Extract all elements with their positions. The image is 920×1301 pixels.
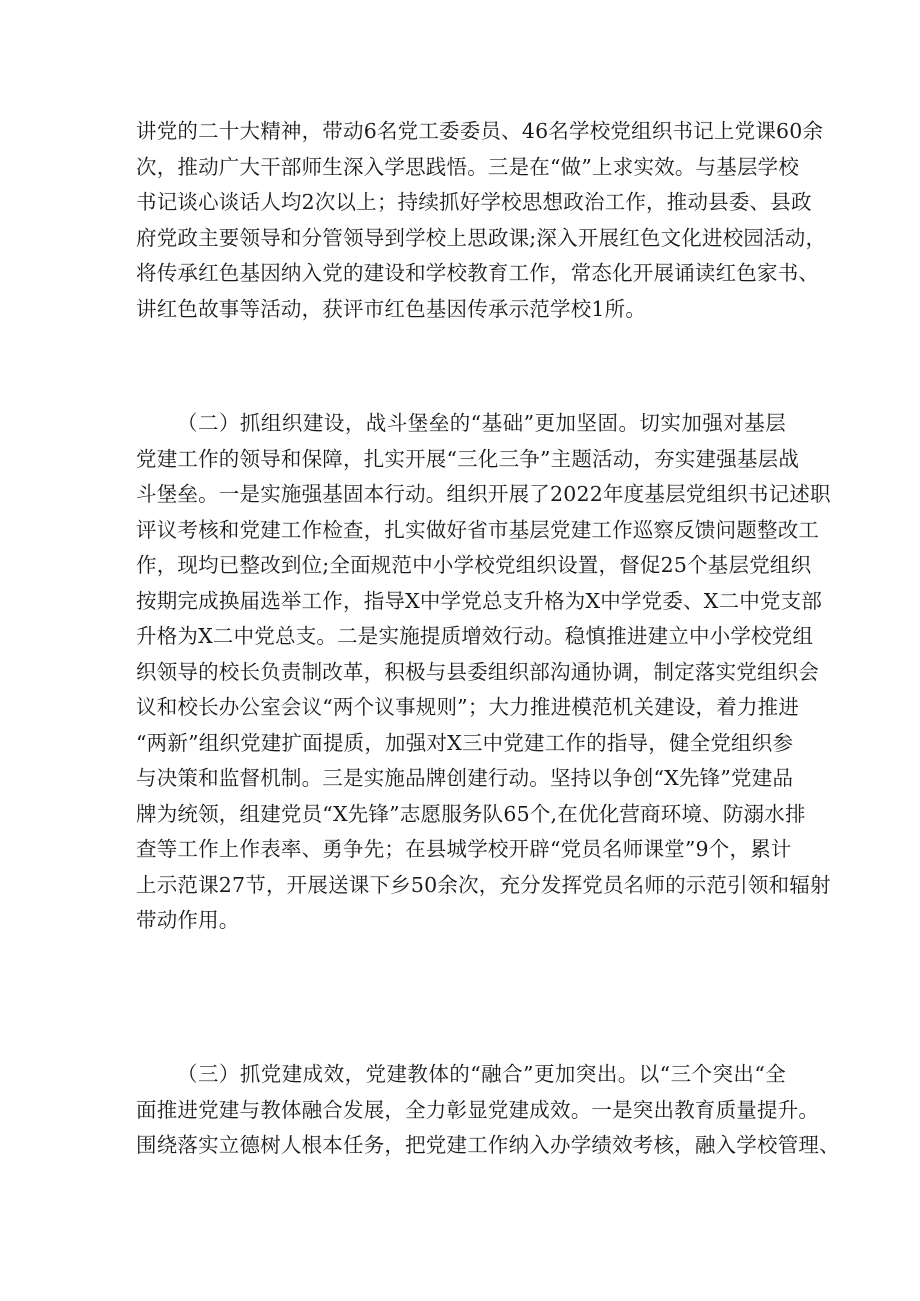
text-line: 府党政主要领导和分管领导到学校上思政课;深入开展红色文化进校园活动， [136,225,827,250]
text-line: 次，推动广大干部师生深入学思践悟。三是在“做”上求实效。与基层学校 [136,154,800,179]
text-line: 将传承红色基因纳入党的建设和学校教育工作，常态化开展诵读红色家书、 [136,261,820,285]
text-line: 议和校长办公室会议“两个议事规则”；大力推进模范机关建设，着力推进 [136,695,800,719]
section-heading-line: （三）抓党建成效，党建教体的“融合”更加突出。以“三个突出“全 [177,1062,786,1086]
text-line: 按期完成换届选举工作，指导X中学党总支升格为X中学党委、X二中党支部 [136,588,823,613]
text-line: 作，现均已整改到位;全面规范中小学校党组织设置，督促25个基层党组织 [136,553,812,577]
text-line: 查等工作上作表率、勇争先；在县城学校开辟“党员名师课堂”9个，累计 [136,837,792,861]
text-line: 讲党的二十大精神，带动6名党工委委员、46名学校党组织书记上党课60余 [136,119,824,143]
text-line: 讲红色故事等活动，获评市红色基因传承示范学校1所。 [136,296,647,321]
section-heading-line: （二）抓组织建设，战斗堡垒的“基础”更加坚固。切实加强对基层 [177,411,786,435]
text-line: 面推进党建与教体融合发展，全力彰显党建成效。一是突出教育质量提升。 [136,1097,820,1122]
text-line: 与决策和监督机制。三是实施品牌创建行动。坚持以争创“X先锋”党建品 [136,766,794,790]
text-line: “两新”组织党建扩面提质，加强对X三中党建工作的指导，健全党组织参 [136,730,794,755]
text-line: 斗堡垒。一是实施强基固本行动。组织开展了2022年度基层党组织书记述职 [136,482,831,506]
text-line: 牌为统领，组建党员“X先锋”志愿服务队65个,在优化营商环境、防溺水排 [136,801,806,826]
text-line: 评议考核和党建工作检查，扎实做好省市基层党建工作巡察反馈问题整改工 [136,517,820,542]
text-line: 带动作用。 [136,908,240,932]
paragraph-party-education [136,114,827,327]
paragraph-party-effectiveness [136,1057,840,1164]
text-line: 党建工作的领导和保障，扎实开展“三化三争”主题活动，夯实建强基层战 [136,446,800,471]
text-line: 书记谈心谈话人均2次以上；持续抓好学校思想政治工作，推动县委、县政 [136,190,812,214]
text-line: 围绕落实立德树人根本任务，把党建工作纳入办学绩效考核，融入学校管理、 [136,1133,840,1157]
paragraph-organization-building [136,406,831,939]
text-line: 上示范课27节，开展送课下乡50余次，充分发挥党员名师的示范引领和辐射 [136,872,831,897]
text-line: 织领导的校长负责制改革，积极与县委组织部沟通协调，制定落实党组织会 [136,659,820,684]
text-line: 升格为X二中党总支。二是实施提质增效行动。稳慎推进建立中小学校党组 [136,624,814,648]
